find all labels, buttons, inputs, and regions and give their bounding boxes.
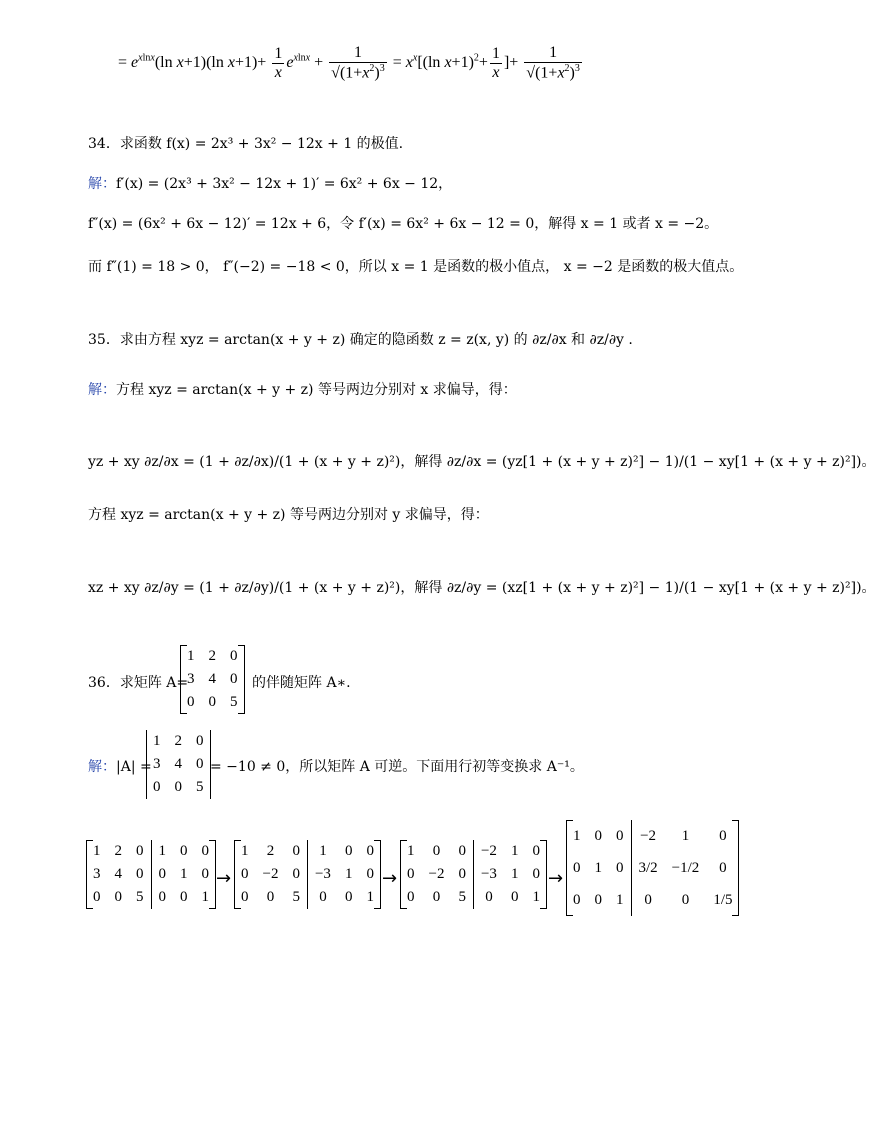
q36-solution-intro [88,757,152,777]
determinant-table: 1 2 0 3 4 0 0 0 5 [153,733,204,795]
matrix-A [180,645,245,714]
arrow-2: → [382,868,398,889]
matrix-A-table: 1 2 0 3 4 0 0 0 5 [187,648,238,710]
q34-prompt: 34．求函数 f(x) = 2x³ + 3x² − 12x + 1 的极值. [88,136,404,152]
determinant-result: = −10 ≠ 0，所以矩阵 A 可逆。下面用行初等变换求 A⁻¹。 [210,759,584,775]
solution-label: 解： [88,759,116,775]
solution-label: 解： [88,176,116,192]
determinant-matrix [146,730,211,799]
augmented-matrix-3-table: 1 0 0 −2 1 0 0 −2 0 −3 1 0 0 0 5 0 0 1 [400,840,547,909]
q34-derivative: f′(x) = (2x³ + 3x² − 12x + 1)′ = 6x² + 6x − 12， [116,176,453,192]
q34-solution-line1 [88,174,452,194]
augmented-matrix-3 [400,840,547,909]
augmented-matrix-4-table: 1 0 0 −2 1 0 0 1 0 3/2 −1/2 0 0 0 1 0 0 1/5 [566,820,739,916]
q35-equation-y: xz + xy ∂z/∂y = (1 + ∂z/∂y)/(1 + (x + y + z)²)，解得 ∂z/∂y = (xz[1 + (x + y + z)²] − 1)/(1 − xy[1 + (x + y + z)²])。 [88,580,876,596]
q35-partial-x-text: 方程 xyz = arctan(x + y + z) 等号两边分别对 x 求偏导，得： [116,382,517,398]
q35-solution-intro [88,380,517,400]
q35-prompt: 35．求由方程 xyz = arctan(x + y + z) 确定的隐函数 z = z(x, y) 的 ∂z/∂x 和 ∂z/∂y . [88,332,633,348]
q34-solution-line3: 而 f″(1) = 18 > 0， f″(−2) = −18 < 0，所以 x = 1 是函数的极小值点， x = −2 是函数的极大值点。 [88,259,744,275]
augmented-matrix-4 [566,820,739,916]
q36-prompt-pre: 36．求矩阵 A= [88,675,189,691]
solution-label: 解： [88,382,116,398]
augmented-matrix-1 [86,840,216,909]
augmented-matrix-1-table: 1 2 0 1 0 0 3 4 0 0 1 0 0 0 5 0 0 1 [86,840,216,909]
augmented-matrix-2 [234,840,381,909]
q35-equation-x: yz + xy ∂z/∂x = (1 + ∂z/∂x)/(1 + (x + y + z)²)，解得 ∂z/∂x = (yz[1 + (x + y + z)²] − 1)/(1 − xy[1 + (x + y + z)²])。 [88,454,876,470]
determinant-prefix: |A| = [116,759,152,775]
arrow-1: → [216,868,232,889]
augmented-matrix-2-table: 1 2 0 1 0 0 0 −2 0 −3 1 0 0 0 5 0 0 1 [234,840,381,909]
q36-prompt-post: 的伴随矩阵 A∗. [252,675,351,691]
q35-text-y: 方程 xyz = arctan(x + y + z) 等号两边分别对 y 求偏导，得： [88,507,489,523]
arrow-3: → [548,868,564,889]
top-formula: = $e^{xlnx}(\ln$ x+1)(ln x+1)+ $\frac{1}{x}$ $e^{xlnx}$ + $\frac{1}{√(1+x^2)^3}$ = $x^x[(\ln$ x+1)$^2$+ $\frac{1}{x}$ ]+ $\frac{1}{√(1+x^2)^3}$ [118,44,580,82]
q34-solution-line2: f″(x) = (6x² + 6x − 12)′ = 12x + 6，令 f′(x) = 6x² + 6x − 12 = 0，解得 x = 1 或者 x = −2。 [88,216,719,232]
